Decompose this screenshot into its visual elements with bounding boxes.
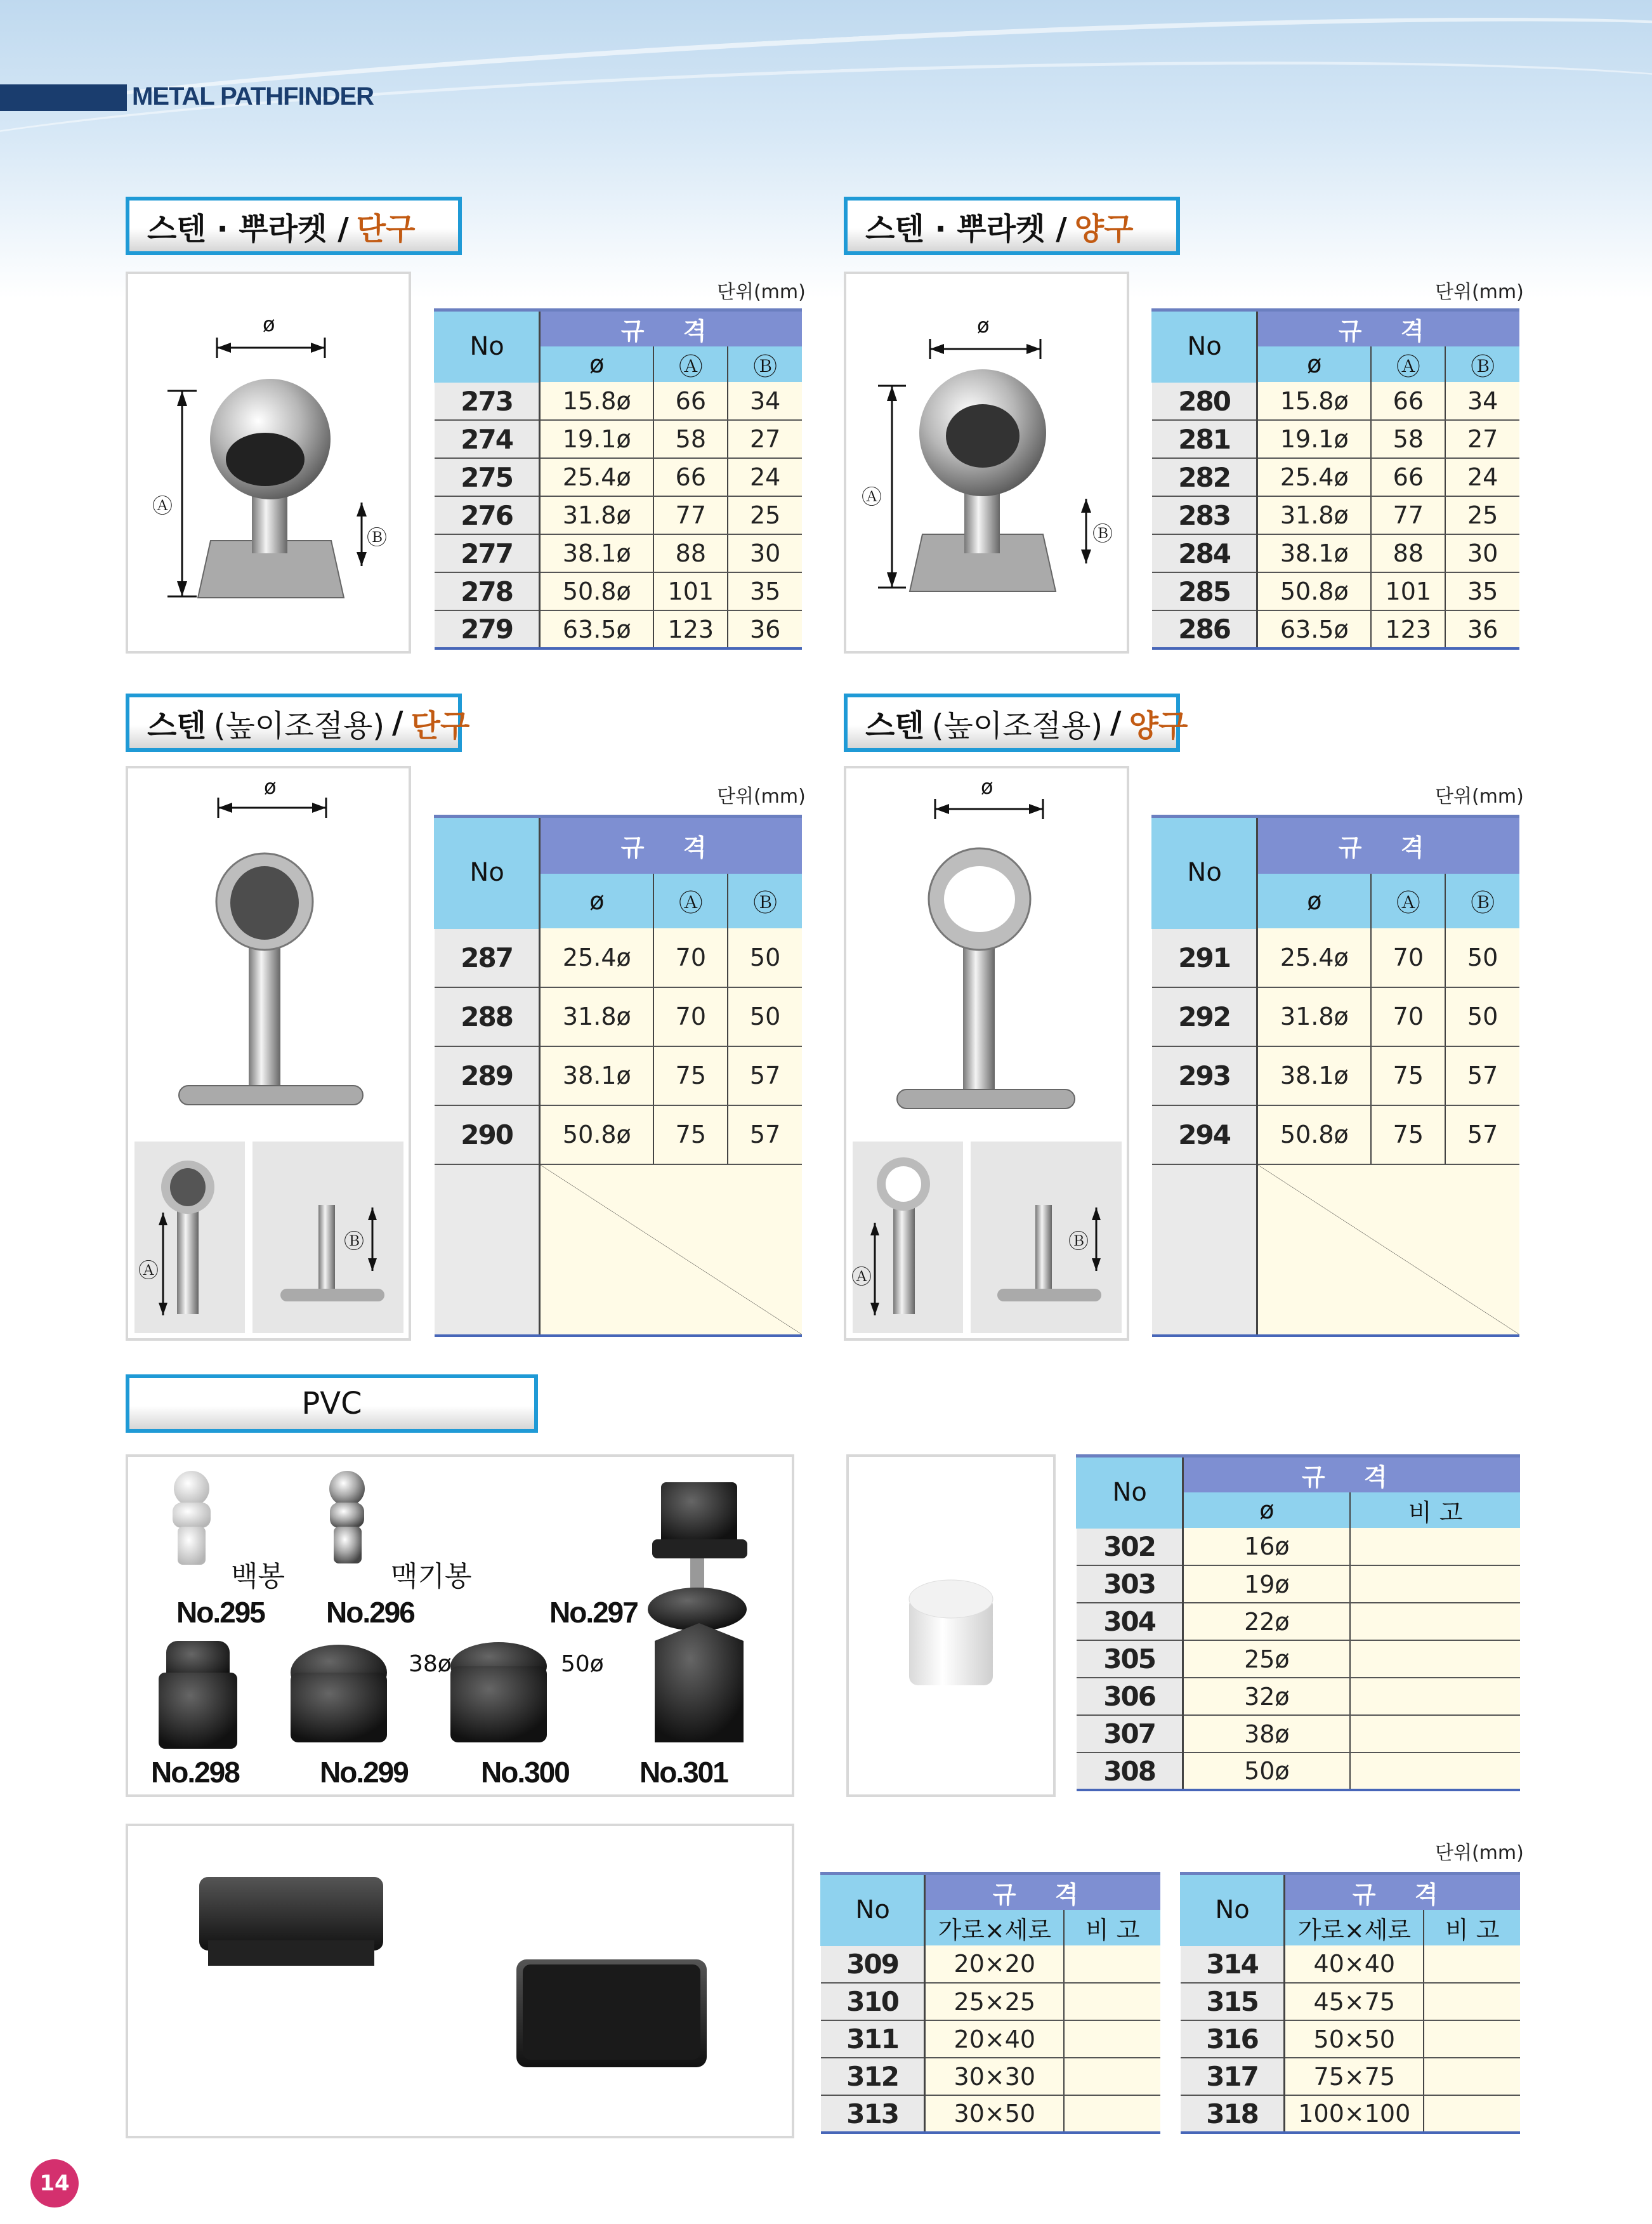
cell-note bbox=[1064, 1945, 1160, 1983]
cell-a: 75 bbox=[653, 1105, 728, 1164]
blank-diagonal-cell bbox=[1257, 1164, 1519, 1336]
dimension-a-label: Ⓐ bbox=[862, 485, 882, 509]
header-no: No bbox=[435, 310, 540, 383]
cell-note bbox=[1064, 2095, 1160, 2133]
cell-note bbox=[1064, 1983, 1160, 2020]
table-row bbox=[1152, 1046, 1519, 1105]
dimension-b-label: Ⓑ bbox=[367, 525, 388, 549]
cell-phi: 16ø bbox=[1183, 1528, 1351, 1565]
cell-phi: 31.8ø bbox=[1257, 987, 1372, 1046]
cell-no: 285 bbox=[1152, 572, 1257, 610]
cell-phi: 38.1ø bbox=[1257, 1046, 1372, 1105]
product-photo-height-single bbox=[126, 766, 411, 1341]
cell-no: 314 bbox=[1181, 1945, 1285, 1983]
table-row bbox=[435, 987, 802, 1046]
cell-phi: 19ø bbox=[1183, 1565, 1351, 1603]
header-spec: 규 격 bbox=[1257, 310, 1519, 347]
cell-no: 310 bbox=[821, 1983, 925, 2020]
cell-no: 274 bbox=[435, 420, 540, 458]
table-row bbox=[821, 2058, 1160, 2095]
cell-no: 282 bbox=[1152, 458, 1257, 496]
header-no: No bbox=[1181, 1874, 1285, 1946]
cell-no: 307 bbox=[1077, 1715, 1183, 1753]
cell-a: 70 bbox=[653, 987, 728, 1046]
cell-no: 316 bbox=[1181, 2020, 1285, 2058]
cell-a: 58 bbox=[653, 420, 728, 458]
cell-note bbox=[1350, 1640, 1520, 1678]
section-title-sub: (높이조절용) bbox=[213, 707, 385, 744]
cell-no: 290 bbox=[435, 1105, 540, 1164]
table-row bbox=[1077, 1678, 1520, 1715]
label-baekbong: 백봉 bbox=[231, 1560, 285, 1593]
table-row bbox=[435, 572, 802, 610]
cell-note bbox=[1350, 1528, 1520, 1565]
table-row bbox=[435, 610, 802, 648]
cell-note bbox=[1064, 2058, 1160, 2095]
cell-wh: 100×100 bbox=[1285, 2095, 1424, 2133]
header-phi: ø bbox=[540, 874, 654, 928]
cell-a: 123 bbox=[1371, 610, 1445, 648]
cell-a: 58 bbox=[1371, 420, 1445, 458]
section-title-height-single bbox=[126, 694, 470, 752]
table-row bbox=[1152, 382, 1519, 420]
cell-phi: 25.4ø bbox=[540, 458, 654, 496]
cell-b: 24 bbox=[728, 458, 802, 496]
cell-no: 303 bbox=[1077, 1565, 1183, 1603]
section-title-bracket-double bbox=[844, 197, 1180, 255]
cell-b: 35 bbox=[1445, 572, 1519, 610]
cell-no: 315 bbox=[1181, 1983, 1285, 2020]
table-row bbox=[1077, 1528, 1520, 1565]
cell-wh: 75×75 bbox=[1285, 2058, 1424, 2095]
table-row bbox=[435, 420, 802, 458]
cell-b: 27 bbox=[728, 420, 802, 458]
cell-no: 291 bbox=[1152, 928, 1257, 987]
header-phi: ø bbox=[1257, 346, 1372, 382]
header-note: 비 고 bbox=[1064, 1910, 1160, 1945]
dimension-a-label: Ⓐ bbox=[152, 494, 173, 518]
cell-no: 273 bbox=[435, 382, 540, 420]
header-no: No bbox=[435, 817, 540, 928]
dimension-a-label: Ⓐ bbox=[138, 1258, 159, 1282]
cell-no: 318 bbox=[1181, 2095, 1285, 2133]
cell-phi: 38.1ø bbox=[540, 1046, 654, 1105]
section-title-slash: / bbox=[1110, 705, 1122, 740]
section-title-text: 스텐 bbox=[865, 707, 924, 744]
section-title-text: 스텐 · 뿌라켓 / bbox=[147, 211, 349, 247]
cell-no: 287 bbox=[435, 928, 540, 987]
cell-no: 309 bbox=[821, 1945, 925, 1983]
cell-no: 292 bbox=[1152, 987, 1257, 1046]
cell-no: 281 bbox=[1152, 420, 1257, 458]
unit-label: 단위(mm) bbox=[1435, 786, 1524, 808]
cell-a: 77 bbox=[1371, 496, 1445, 534]
cell-note bbox=[1424, 1983, 1520, 2020]
header-no: No bbox=[1152, 310, 1257, 383]
section-title-sub: (높이조절용) bbox=[931, 707, 1103, 744]
cell-a: 88 bbox=[1371, 534, 1445, 572]
section-title-bracket-single bbox=[126, 197, 462, 255]
header-phi: ø bbox=[1257, 874, 1372, 928]
cell-no: 313 bbox=[821, 2095, 925, 2133]
cell-note bbox=[1350, 1678, 1520, 1715]
cell-b: 30 bbox=[1445, 534, 1519, 572]
cell-phi: 31.8ø bbox=[540, 987, 654, 1046]
cell-wh: 20×20 bbox=[925, 1945, 1065, 1983]
section-title-text: PVC bbox=[301, 1386, 362, 1421]
cell-wh: 50×50 bbox=[1285, 2020, 1424, 2058]
cell-note bbox=[1350, 1715, 1520, 1753]
cell-no: 275 bbox=[435, 458, 540, 496]
cell-phi: 38ø bbox=[1183, 1715, 1351, 1753]
header-spec: 규 격 bbox=[925, 1874, 1160, 1911]
cell-b: 50 bbox=[1445, 928, 1519, 987]
cell-a: 70 bbox=[653, 928, 728, 987]
header-b: Ⓑ bbox=[1445, 346, 1519, 382]
header-b: Ⓑ bbox=[728, 346, 802, 382]
cell-b: 25 bbox=[728, 496, 802, 534]
brand-bar bbox=[0, 84, 127, 111]
height-single-illustration bbox=[128, 768, 409, 1338]
header-note: 비 고 bbox=[1350, 1492, 1520, 1528]
blank-cell bbox=[1152, 1164, 1257, 1336]
header-no: No bbox=[821, 1874, 925, 1946]
cell-a: 66 bbox=[653, 458, 728, 496]
page-number: 14 bbox=[30, 2159, 79, 2208]
cell-b: 25 bbox=[1445, 496, 1519, 534]
cell-no: 302 bbox=[1077, 1528, 1183, 1565]
cell-note bbox=[1424, 1945, 1520, 1983]
spec-table-pvc-square-b bbox=[1180, 1872, 1520, 2134]
cell-no: 305 bbox=[1077, 1640, 1183, 1678]
cell-phi: 15.8ø bbox=[540, 382, 654, 420]
table-row bbox=[1181, 2020, 1520, 2058]
cell-b: 57 bbox=[728, 1105, 802, 1164]
section-title-height-double bbox=[844, 694, 1188, 752]
cell-a: 101 bbox=[1371, 572, 1445, 610]
cell-note bbox=[1424, 2020, 1520, 2058]
table-row bbox=[435, 928, 802, 987]
unit-label: 단위(mm) bbox=[1435, 281, 1524, 303]
white-cap-illustration bbox=[849, 1457, 1053, 1794]
table-row bbox=[1077, 1715, 1520, 1753]
product-photo-square-caps bbox=[126, 1824, 794, 2138]
cell-wh: 25×25 bbox=[925, 1983, 1065, 2020]
cell-no: 278 bbox=[435, 572, 540, 610]
header-a: Ⓐ bbox=[1371, 874, 1445, 928]
label-38phi: 38ø bbox=[409, 1651, 452, 1677]
brand-title: METAL PATHFINDER bbox=[132, 82, 374, 110]
dimension-b-label: Ⓑ bbox=[344, 1229, 365, 1253]
table-row bbox=[1152, 610, 1519, 648]
label-no297: No.297 bbox=[549, 1596, 638, 1629]
table-row bbox=[1152, 987, 1519, 1046]
cell-b: 36 bbox=[1445, 610, 1519, 648]
label-no301: No.301 bbox=[639, 1756, 728, 1789]
section-title-slash: / bbox=[392, 705, 403, 740]
section-title-pvc bbox=[126, 1374, 538, 1433]
cell-a: 70 bbox=[1371, 928, 1445, 987]
cell-no: 279 bbox=[435, 610, 540, 648]
section-title-highlight: 단구 bbox=[356, 211, 416, 247]
table-row bbox=[1181, 2095, 1520, 2133]
cell-phi: 50.8ø bbox=[1257, 572, 1372, 610]
product-photo-pvc-caps bbox=[126, 1454, 794, 1797]
cell-no: 312 bbox=[821, 2058, 925, 2095]
cell-b: 50 bbox=[1445, 987, 1519, 1046]
header-no: No bbox=[1077, 1456, 1183, 1529]
cell-note bbox=[1350, 1565, 1520, 1603]
cell-phi: 22ø bbox=[1183, 1603, 1351, 1640]
cell-no: 289 bbox=[435, 1046, 540, 1105]
cell-wh: 30×30 bbox=[925, 2058, 1065, 2095]
table-row bbox=[1181, 1945, 1520, 1983]
cell-note bbox=[1424, 2058, 1520, 2095]
header-wh: 가로×세로 bbox=[1285, 1910, 1424, 1945]
table-row bbox=[821, 2020, 1160, 2058]
cell-b: 57 bbox=[728, 1046, 802, 1105]
blank-cell bbox=[435, 1164, 540, 1336]
cell-b: 34 bbox=[728, 382, 802, 420]
cell-no: 317 bbox=[1181, 2058, 1285, 2095]
dimension-b-label: Ⓑ bbox=[1092, 522, 1113, 546]
header-spec: 규 격 bbox=[540, 310, 802, 347]
cell-no: 293 bbox=[1152, 1046, 1257, 1105]
cell-no: 283 bbox=[1152, 496, 1257, 534]
cell-no: 306 bbox=[1077, 1678, 1183, 1715]
spec-table-pvc-square-a bbox=[820, 1872, 1160, 2134]
section-title-text: 스텐 bbox=[147, 707, 206, 744]
cell-wh: 20×40 bbox=[925, 2020, 1065, 2058]
dimension-phi-label: ø bbox=[263, 312, 275, 336]
cell-phi: 31.8ø bbox=[1257, 496, 1372, 534]
cell-b: 34 bbox=[1445, 382, 1519, 420]
table-row bbox=[1152, 1105, 1519, 1164]
table-row bbox=[821, 1983, 1160, 2020]
header-phi: ø bbox=[1183, 1492, 1351, 1528]
cell-phi: 25ø bbox=[1183, 1640, 1351, 1678]
header-b: Ⓑ bbox=[1445, 874, 1519, 928]
cell-phi: 50.8ø bbox=[1257, 1105, 1372, 1164]
table-row bbox=[435, 534, 802, 572]
cell-a: 101 bbox=[653, 572, 728, 610]
table-row bbox=[435, 496, 802, 534]
cell-note bbox=[1064, 2020, 1160, 2058]
cell-no: 311 bbox=[821, 2020, 925, 2058]
product-photo-bracket-double bbox=[844, 272, 1129, 654]
table-row bbox=[1152, 928, 1519, 987]
table-row bbox=[435, 458, 802, 496]
cell-no: 294 bbox=[1152, 1105, 1257, 1164]
header-phi: ø bbox=[540, 346, 654, 382]
unit-label: 단위(mm) bbox=[717, 786, 806, 808]
cell-a: 66 bbox=[1371, 382, 1445, 420]
header-spec: 규 격 bbox=[540, 817, 802, 874]
cell-b: 36 bbox=[728, 610, 802, 648]
cell-a: 70 bbox=[1371, 987, 1445, 1046]
table-row bbox=[1152, 534, 1519, 572]
cell-b: 35 bbox=[728, 572, 802, 610]
label-no300: No.300 bbox=[481, 1756, 569, 1789]
section-title-highlight: 단구 bbox=[410, 707, 470, 744]
product-photo-height-double bbox=[844, 766, 1129, 1341]
label-no295: No.295 bbox=[176, 1596, 265, 1629]
label-50phi: 50ø bbox=[561, 1651, 604, 1677]
cell-phi: 38.1ø bbox=[540, 534, 654, 572]
blank-diagonal-cell bbox=[540, 1164, 802, 1336]
cell-phi: 50.8ø bbox=[540, 1105, 654, 1164]
section-title-highlight: 양구 bbox=[1074, 211, 1134, 247]
header-spec: 규 격 bbox=[1257, 817, 1519, 874]
cell-no: 277 bbox=[435, 534, 540, 572]
product-photo-bracket-single bbox=[126, 272, 411, 654]
cell-note bbox=[1350, 1603, 1520, 1640]
label-no299: No.299 bbox=[320, 1756, 408, 1789]
table-row bbox=[1181, 2058, 1520, 2095]
section-title-highlight: 양구 bbox=[1129, 707, 1188, 744]
header-wh: 가로×세로 bbox=[925, 1910, 1065, 1945]
cell-b: 50 bbox=[728, 928, 802, 987]
cell-no: 280 bbox=[1152, 382, 1257, 420]
dimension-a-label: Ⓐ bbox=[851, 1265, 872, 1289]
cell-phi: 25.4ø bbox=[1257, 928, 1372, 987]
table-row bbox=[821, 1945, 1160, 1983]
square-caps-illustration bbox=[128, 1826, 792, 2136]
cell-phi: 25.4ø bbox=[540, 928, 654, 987]
header-spec: 규 격 bbox=[1183, 1456, 1520, 1493]
cell-a: 77 bbox=[653, 496, 728, 534]
label-no296: No.296 bbox=[326, 1596, 414, 1629]
label-maekgibong: 맥기봉 bbox=[391, 1560, 472, 1593]
cell-a: 123 bbox=[653, 610, 728, 648]
header-b: Ⓑ bbox=[728, 874, 802, 928]
table-row bbox=[821, 2095, 1160, 2133]
cell-b: 50 bbox=[728, 987, 802, 1046]
header-note: 비 고 bbox=[1424, 1910, 1520, 1945]
cell-wh: 45×75 bbox=[1285, 1983, 1424, 2020]
cell-a: 66 bbox=[1371, 458, 1445, 496]
cell-a: 75 bbox=[1371, 1046, 1445, 1105]
spec-table-height-single bbox=[434, 815, 802, 1337]
cell-note bbox=[1424, 2095, 1520, 2133]
cell-a: 75 bbox=[653, 1046, 728, 1105]
table-row bbox=[1077, 1603, 1520, 1640]
cell-phi: 25.4ø bbox=[1257, 458, 1372, 496]
cell-phi: 32ø bbox=[1183, 1678, 1351, 1715]
cell-a: 75 bbox=[1371, 1105, 1445, 1164]
header-a: Ⓐ bbox=[653, 346, 728, 382]
cell-b: 27 bbox=[1445, 420, 1519, 458]
table-row bbox=[1077, 1753, 1520, 1790]
cell-note bbox=[1350, 1753, 1520, 1790]
cell-no: 308 bbox=[1077, 1753, 1183, 1790]
cell-no: 304 bbox=[1077, 1603, 1183, 1640]
dimension-phi-label: ø bbox=[264, 775, 277, 799]
spec-table-pvc-round bbox=[1076, 1454, 1520, 1791]
cell-phi: 63.5ø bbox=[1257, 610, 1372, 648]
cell-phi: 19.1ø bbox=[1257, 420, 1372, 458]
cell-phi: 31.8ø bbox=[540, 496, 654, 534]
label-no298: No.298 bbox=[151, 1756, 239, 1789]
dimension-phi-label: ø bbox=[977, 313, 990, 338]
table-row bbox=[1152, 572, 1519, 610]
table-row bbox=[1152, 458, 1519, 496]
cell-phi: 50.8ø bbox=[540, 572, 654, 610]
cell-wh: 40×40 bbox=[1285, 1945, 1424, 1983]
section-title-text: 스텐 · 뿌라켓 / bbox=[865, 211, 1067, 247]
cell-no: 276 bbox=[435, 496, 540, 534]
unit-label: 단위(mm) bbox=[717, 281, 806, 303]
header-spec: 규 격 bbox=[1285, 1874, 1520, 1911]
spec-table-height-double bbox=[1151, 815, 1519, 1337]
table-row bbox=[435, 1105, 802, 1164]
table-row bbox=[1077, 1565, 1520, 1603]
header-a: Ⓐ bbox=[653, 874, 728, 928]
table-row bbox=[1181, 1983, 1520, 2020]
spec-table-bracket-double bbox=[1151, 308, 1519, 650]
product-photo-white-cap bbox=[846, 1454, 1056, 1797]
table-row bbox=[435, 382, 802, 420]
cell-no: 288 bbox=[435, 987, 540, 1046]
unit-label: 단위(mm) bbox=[1435, 1842, 1524, 1864]
cell-a: 88 bbox=[653, 534, 728, 572]
header-no: No bbox=[1152, 817, 1257, 928]
cell-a: 66 bbox=[653, 382, 728, 420]
cell-b: 30 bbox=[728, 534, 802, 572]
table-row bbox=[1152, 496, 1519, 534]
cell-phi: 15.8ø bbox=[1257, 382, 1372, 420]
cell-wh: 30×50 bbox=[925, 2095, 1065, 2133]
spec-table-bracket-single bbox=[434, 308, 802, 650]
cell-b: 24 bbox=[1445, 458, 1519, 496]
cell-phi: 50ø bbox=[1183, 1753, 1351, 1790]
cell-no: 284 bbox=[1152, 534, 1257, 572]
table-row bbox=[1077, 1640, 1520, 1678]
cell-no: 286 bbox=[1152, 610, 1257, 648]
header-a: Ⓐ bbox=[1371, 346, 1445, 382]
dimension-phi-label: ø bbox=[981, 775, 993, 799]
dimension-b-label: Ⓑ bbox=[1068, 1229, 1089, 1253]
cell-phi: 63.5ø bbox=[540, 610, 654, 648]
cell-phi: 38.1ø bbox=[1257, 534, 1372, 572]
table-row bbox=[1152, 420, 1519, 458]
cell-phi: 19.1ø bbox=[540, 420, 654, 458]
cell-b: 57 bbox=[1445, 1105, 1519, 1164]
cell-b: 57 bbox=[1445, 1046, 1519, 1105]
table-row bbox=[435, 1046, 802, 1105]
